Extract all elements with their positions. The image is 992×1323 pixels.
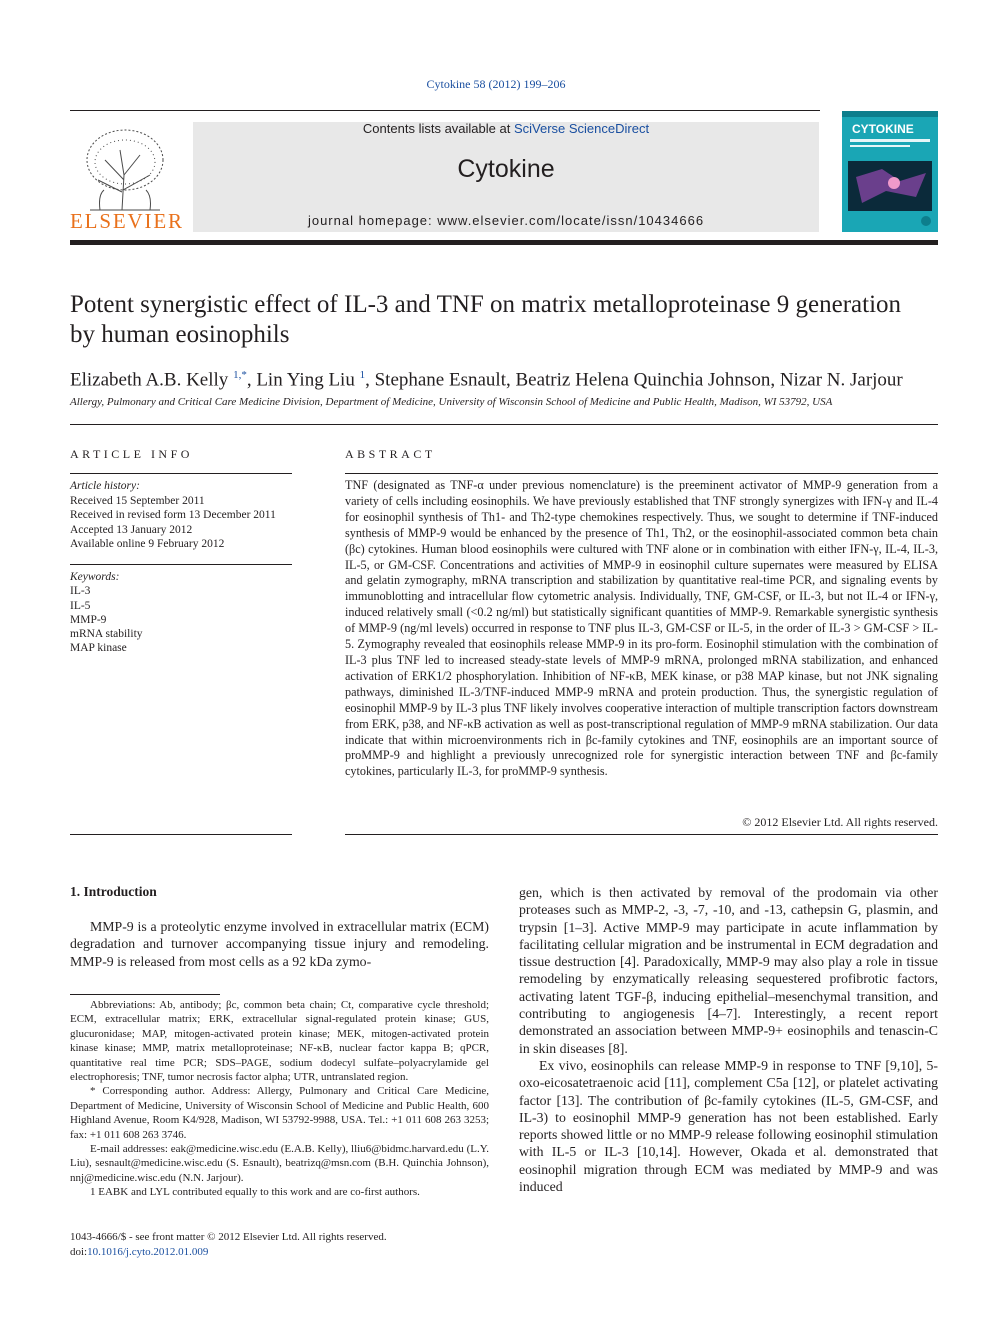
article-info-rule xyxy=(70,564,292,565)
history-label: Article history: xyxy=(70,480,140,492)
doi-prefix: doi: xyxy=(70,1245,88,1258)
keyword: IL-3 xyxy=(70,585,91,598)
author-name: Elizabeth A.B. Kelly xyxy=(70,369,229,391)
body-paragraph: MMP-9 is a proteolytic enzyme involved in extracellular matrix (ECM) degradation and turnover accompanying tissue injury and remodeling. MMP-9 is released from most cells as a 92 kDa zymo- xyxy=(70,919,489,969)
article-info-rule xyxy=(70,473,292,474)
body-paragraph: Ex vivo, eosinophils can release MMP-9 in response to TNF [9,10], 5-oxo-eicosatetraenoic acid [11], complement C5a [12], or platelet activating factor [13]. The contribution of βc-family cytokines (IL-5, GM-CSF, and IL-3) to eosinophil MMP-9 generation has not been established. Early reports showed little or no MMP-9 release following eosinophil stimulation with IL-5 or IL-3 [10,14]. However, Okada et al. demonstrated that eosinophil migration through ECM was mediated by MMP-9 and was induced xyxy=(519,1057,938,1195)
article-info-rule xyxy=(70,834,292,835)
abstract-heading: ABSTRACT xyxy=(345,447,436,461)
keywords xyxy=(70,570,292,656)
abstract-rule xyxy=(345,473,938,474)
keyword: IL-5 xyxy=(70,599,91,612)
journal-citation[interactable]: Cytokine 58 (2012) 199–206 xyxy=(426,77,566,91)
header-rule xyxy=(70,110,820,111)
cover-title: CYTOKINE xyxy=(852,122,914,136)
history-item: Available online 9 February 2012 xyxy=(70,538,225,550)
section-rule xyxy=(70,424,938,425)
author-marks[interactable]: 1 xyxy=(359,369,366,381)
elsevier-wordmark: ELSEVIER xyxy=(70,209,182,232)
email-addresses-footnote: E-mail addresses: eak@medicine.wisc.edu (E.A.B. Kelly), lliu6@bidmc.harvard.edu (L.Y. Liu), sesnault@medicine.wisc.edu (S. Esnault), beatrizq@msn.com (B.H. Quinchia Johnson), nnj@medicine.wisc.edu (N.N. Jarjour). xyxy=(70,1143,489,1184)
abbreviations-footnote: Abbreviations: Ab, antibody; βc, common beta chain; Ct, comparative cycle threshold; ECM, extracellular matrix; ERK, extracellular signal-regulated protein kinase; GUS, glucuronidase; MAP, mitogen-activated protein kinase; MEK, mitogen-activated protein kinase kinase; MMP, matrix metalloproteinase; NF-κB, nuclear factor kappa B; qPCR, quantitative real time PCR; SDS–PAGE, sodium dodecyl sulfate–polyacrylamide gel electrophoresis; TNF, tumor necrosis factor alpha; UTR, untranslated region. xyxy=(70,999,489,1084)
journal-name: Cytokine xyxy=(457,155,555,183)
history-item: Received 15 September 2011 xyxy=(70,494,205,507)
author-name: Nizar N. Jarjour xyxy=(779,369,903,391)
author-list: Elizabeth A.B. Kelly $^{1,*}$, Lin Ying Liu $^1$, Stephane Esnault, Beatriz Helena Quinchia Johnson, Nizar N. Jarjour xyxy=(70,369,903,391)
keywords-label: Keywords: xyxy=(70,571,120,583)
keyword: mRNA stability xyxy=(70,628,143,641)
equal-contribution-footnote: 1 EABK and LYL contributed equally to this work and are co-first authors. xyxy=(90,1186,420,1199)
article-title: Potent synergistic effect of IL-3 and TNF on matrix metalloproteinase 9 generation by human eosinophils xyxy=(70,291,902,348)
doi-line xyxy=(70,1245,489,1260)
contents-prefix: Contents lists available at xyxy=(362,121,514,136)
contents-availability xyxy=(193,121,819,136)
article-meta xyxy=(70,1230,489,1259)
article-history xyxy=(70,479,292,552)
author-name: Lin Ying Liu xyxy=(256,369,355,391)
issn-line: 1043-4666/$ - see front matter © 2012 Elsevier Ltd. All rights reserved. xyxy=(70,1231,387,1243)
sciencedirect-link[interactable]: SciVerse ScienceDirect xyxy=(513,121,650,136)
keyword: MMP-9 xyxy=(70,613,107,626)
journal-cover-image xyxy=(842,111,938,232)
author-name: Beatriz Helena Quinchia Johnson xyxy=(515,369,771,391)
abstract-text: TNF (designated as TNF-α under previous nomenclature) is the preeminent activator of MMP-9 generation from a variety of cells including eosinophils. We have previously established that TNF strongly synergizes with IFN-γ and IL-4 for eosinophil synthesis of Th1- and Th2-type chemokines respectively. Thus, we sought to determine if TNF-induced synthesis of MMP-9 would be enhanced by the presence of Th1, Th2, or the eosinophil-associated common beta chain (βc) cytokines. Human blood eosinophils were cultured with TNF alone or in combination with either IFN-γ, IL-4, IL-3, IL-5, or GM-CSF. Concentrations and activities of MMP-9 in eosinophil culture supernates were measured by ELISA and gelatin zymography, mRNA transcription and stabilization by quantitative real-time PCR, and signaling events by immunoblotting and intracellular flow cytometric analysis. Individually, TNF, GM-CSF, or IL-3, but not IL-4 or IFN-γ, induced relatively small (<0.2 ng/ml) but statistically significant quantities of MMP-9. Remarkable synergistic synthesis of MMP-9 (ng/ml levels) occurred in response to TNF plus IL-3, GM-CSF or IL-5, in the order of IL-3 > GM-CSF > IL-5. Zymography revealed that eosinophils release MMP-9 in its pro-form. Eosinophil stimulation with the combination of IL-3 plus TNF led to increased steady-state levels of MMP-9 mRNA, prolonged mRNA stabilization, and enhanced activation of ERK1/2 phosphorylation. Inhibition of NF-κB, MEK kinase, or p38 MAP kinase, but not JNK signaling pathways, diminished IL-3/TNF-induced MMP-9 mRNA and protein production. Thus, the synergistic regulation of eosinophil MMP-9 by IL-3 plus TNF likely involves cooperative interaction of multiple transcription factors downstream from ERK, p38, and NF-κB activation as well as post-transcriptional regulation of MMP-9 mRNA stabilization. Our data indicate that within microenvironments rich in βc-family cytokines and TNF, eosinophils are an important source of proMMP-9 and highlight a previously unrecognized role for synergistic interaction between TNF and βc-family cytokines, particularly IL-3, for proMMP-9 synthesis. xyxy=(345,478,938,779)
section-heading: 1. Introduction xyxy=(70,884,157,899)
tree-icon xyxy=(87,130,163,210)
abstract-rule xyxy=(345,834,938,835)
corresponding-author-footnote: * Corresponding author. Address: Allergy, Pulmonary and Critical Care Medicine, Department of Medicine, University of Wisconsin School of Medicine and Public Health, 600 Highland Avenue, Room K4/928, Madison, WI 53792-9988, USA. Tel.: +1 011 608 263 3253; fax: +1 011 608 263 3746. xyxy=(70,1085,489,1141)
copyright: © 2012 Elsevier Ltd. All rights reserved. xyxy=(742,815,938,829)
body-column-2 xyxy=(519,884,938,1195)
footnotes xyxy=(70,998,489,1200)
history-item: Received in revised form 13 December 2011 xyxy=(70,509,276,521)
history-item: Accepted 13 January 2012 xyxy=(70,523,193,536)
body-paragraph: gen, which is then activated by removal of the prodomain via other proteases such as MMP-2, -3, -7, -10, and -13, cathepsin G, plasmin, and trypsin [1–3]. Active MMP-9 may participate in acute inflammation by facilitating cellular migration and be instrumental in ECM degradation and tissue destruction [4]. Paradoxically, MMP-9 may also play a role in tissue remodeling by enzymatically releasing sequestered profibrotic factors, activating latent TGF-β, inducing epithelial–mesenchymal transition, and contributing to angiogenesis [4–7]. Interestingly, a recent report demonstrated an association between MMP-9+ eosinophils and tenascin-C in skin diseases [8]. xyxy=(519,885,938,1056)
doi-link[interactable]: 10.1016/j.cyto.2012.01.009 xyxy=(87,1245,209,1258)
article-info-heading: ARTICLE INFO xyxy=(70,447,193,461)
elsevier-logo xyxy=(70,120,182,232)
author-marks[interactable]: 1,* xyxy=(233,369,247,381)
header-thick-rule xyxy=(70,240,938,245)
author-name: Stephane Esnault xyxy=(374,369,506,391)
journal-homepage[interactable]: journal homepage: www.elsevier.com/locate/issn/10434666 xyxy=(307,213,705,228)
keyword: MAP kinase xyxy=(70,642,127,655)
footnote-rule xyxy=(70,994,220,995)
affiliation: Allergy, Pulmonary and Critical Care Medicine Division, Department of Medicine, University of Wisconsin School of Medicine and Public Health, Madison, WI 53792, USA xyxy=(70,396,833,408)
